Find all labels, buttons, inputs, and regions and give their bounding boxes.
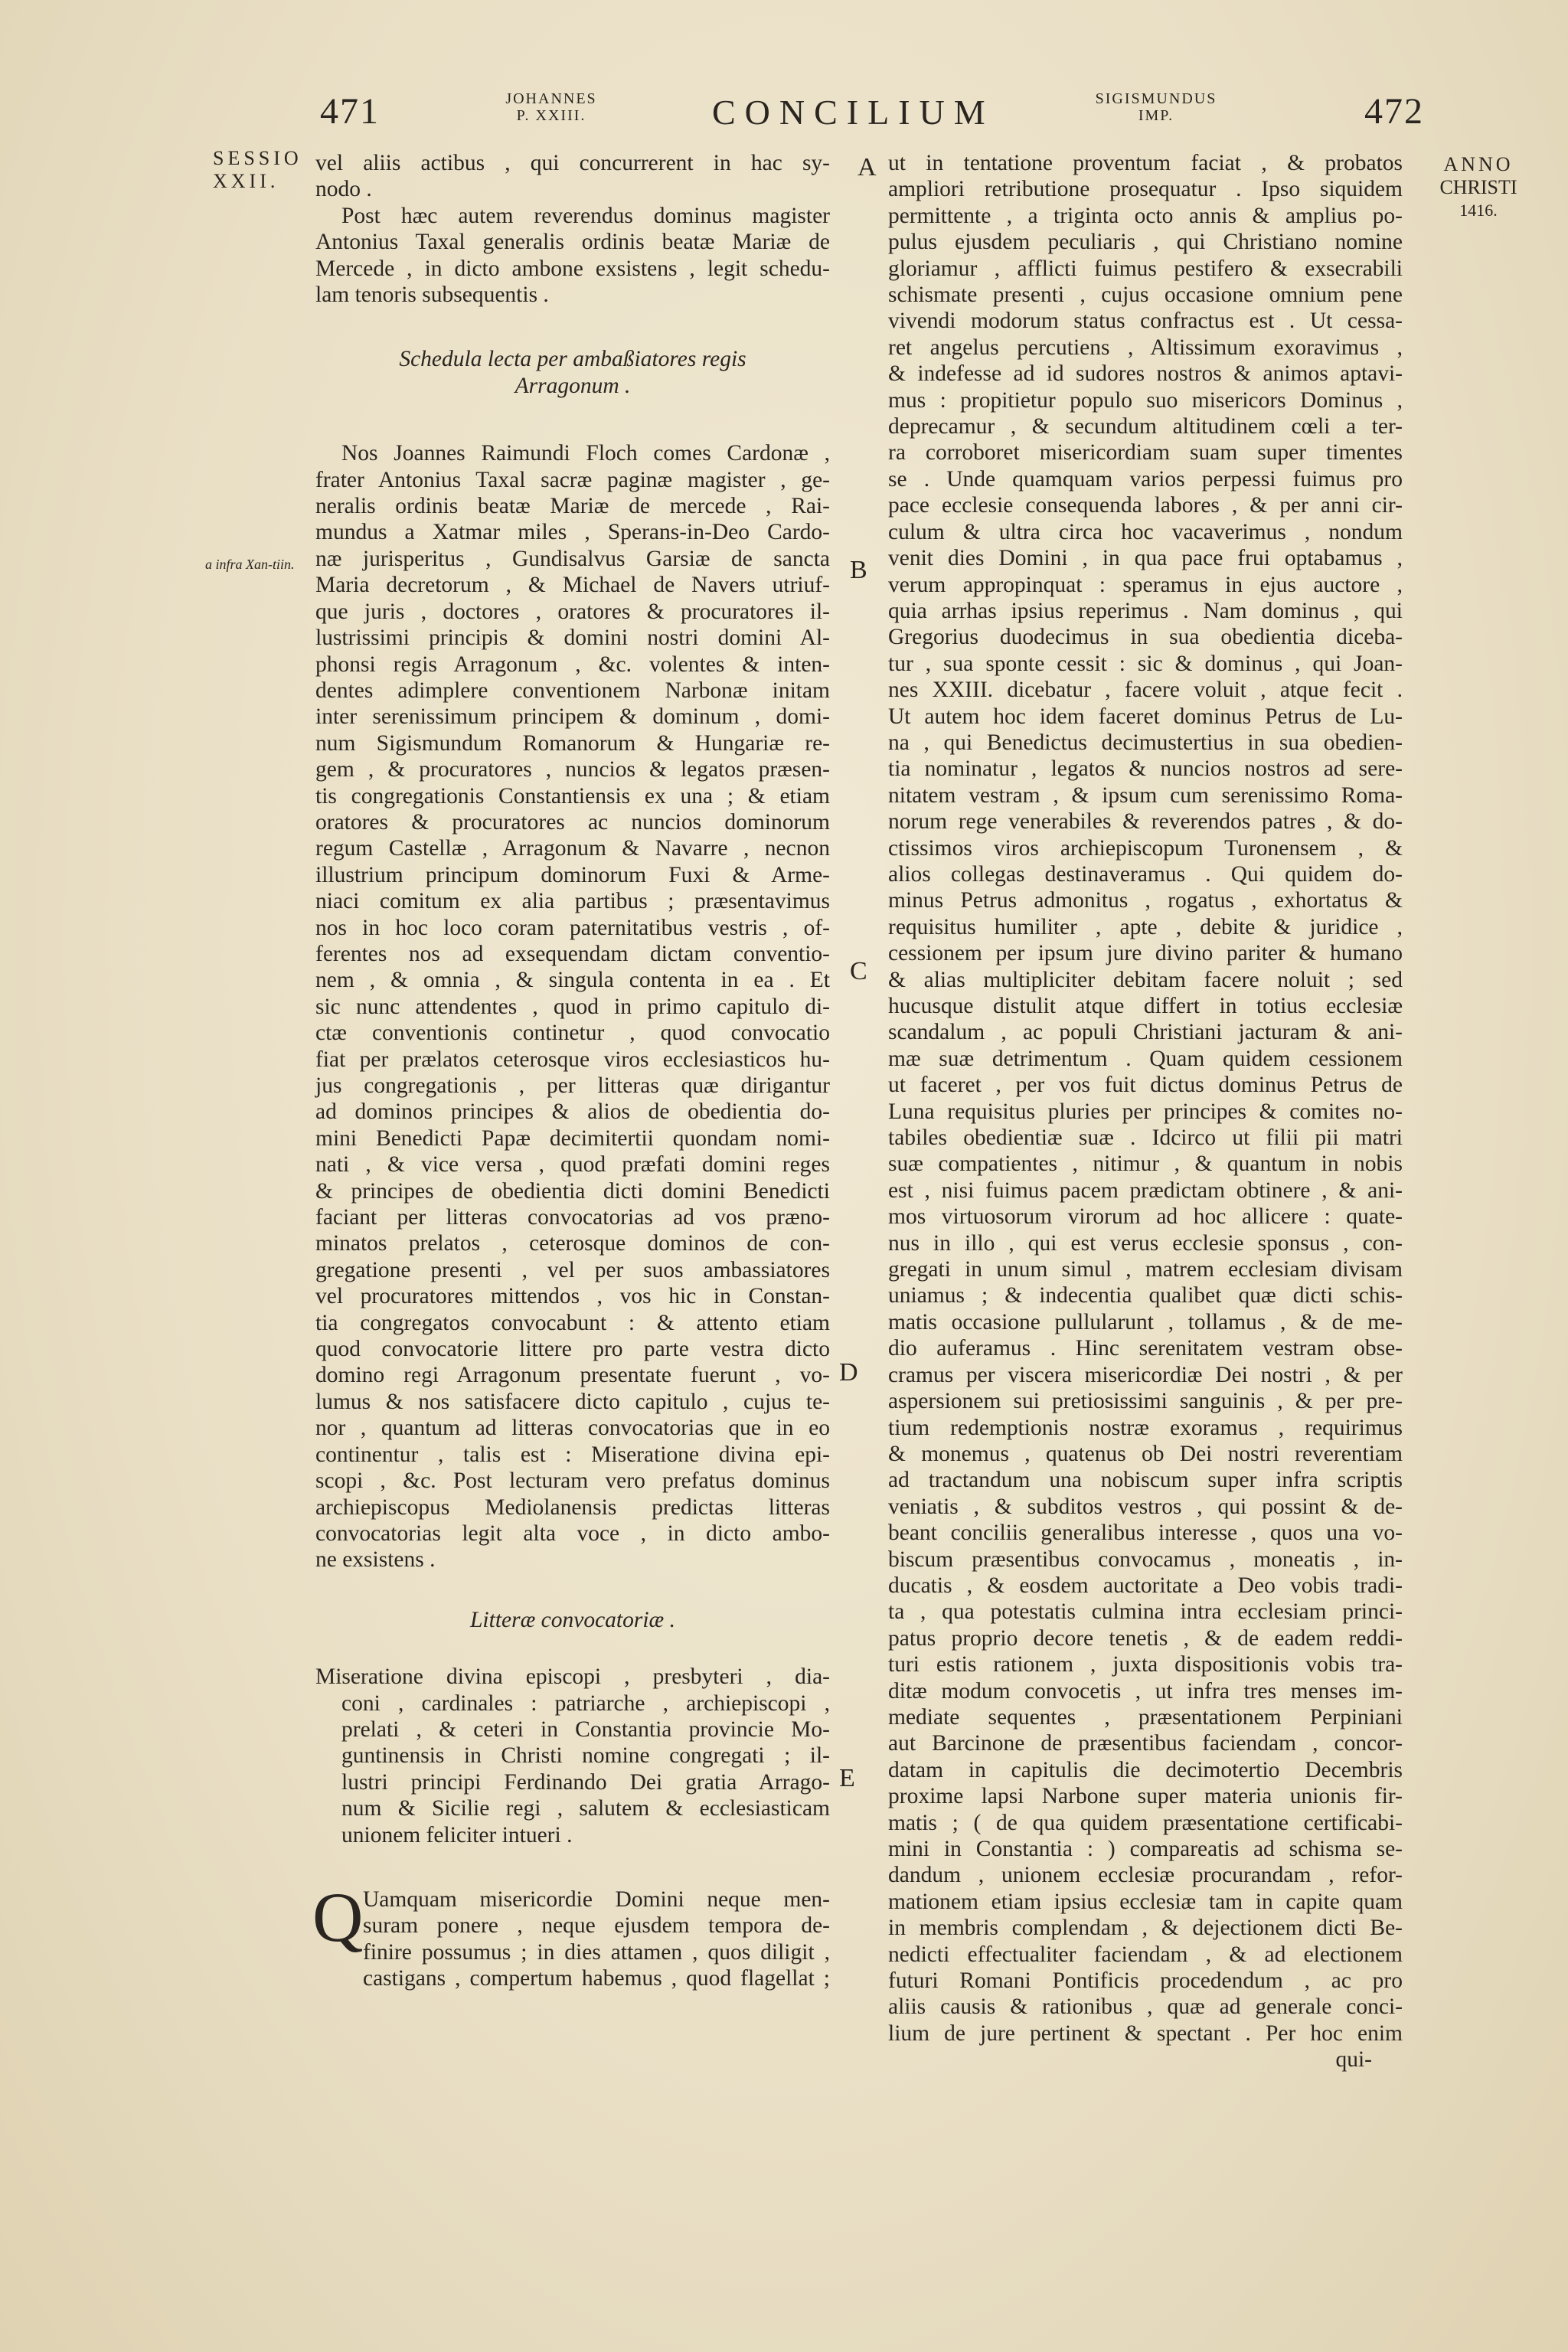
right-running-head: SIGISMUNDUS IMP.: [1095, 90, 1217, 124]
right-column: ut in tentatione proventum faciat , & probatos ampliori retributione prosequatur . Ipso siquidem permittente , a triginta octo annis & amplius po- pulus ejusdem peculiaris , qui Christiano nomine gloriamur , afflicti fuimus pestifero & exsecrabili schismate presenti , cujus occasione omnium pene vivendi modorum status confractus est . Ut cessa- ret angelus percutiens , Altissimum exoravimus , & indefesse ad id sudores nostros & animos aptavi- mus : propitietur populo suo misericors Dominus , deprecamur , & secundum altitudinem cœli a ter- ra corroboret misericordiam suam super timentes se . Unde quamquam varios perpessi fuimus pro pace ecclesie consequenda labores , & per anni cir- culum & ultra circa hoc vacaverimus , nondum venit dies Domini , in qua pace frui optabamus , verum appropinquat : speramus in ejus auctore , quia arrhas ipsius reperimus . Nam dominus , qui Gregorius duodecimus in sua obedientia diceba- tur , sua sponte cessit : sic & dominus , qui Joan- nes XXIII. dicebatur , facere voluit , atque fecit . Ut autem hoc idem faceret dominus Petrus de Lu- na , qui Benedictus decimustertius in sua obedien- tia nominatur , legatos & nuncios nostros ad sere- nitatem vestram , & ipsum cum serenissimo Roma- norum rege venerabiles & reverendos patres , & do- ctissimos viros archiepiscopum Turonensem , & alios collegas destinaveramus . Qui quidem do- minus Petrus admonitus , rogatus , exhortatus & requisitus humiliter , apte , debite & juridice , cessionem per ipsum jure divino pariter & humano & alias multipliciter debitam facere noluit ; sed hucusque distulit atque differt in totius ecclesiæ scandalum , ac populi Christiani jacturam & ani- mæ suæ detrimentum . Quam quidem cessionem ut faceret , per vos fuit dictus dominus Petrus de Luna requisitus pluries per principes & comites no- tabiles obedientiæ suæ . Idcirco ut filii pii matri suæ compatientes , nitimur , & quantum in nobis est , nisi fuimus pacem prædictam obtinere , & ani- mos virtuosorum virorum ad hoc allicere : quate- nus in illo , qui est verus ecclesie sponsus , con- gregati in unum simul , matrem ecclesiam divisam uniamus ; & indecentia qualibet quæ dicti schis- matis occasione pullularunt , tollamus , & de me- dio auferamus . Hinc serenitatem vestram obse- cramus per viscera misericordiæ Dei nostri , & per aspersionem sui pretiosissimi sanguinis , & per pre- tium redemptionis nostræ exoramus , requirimus & monemus , quatenus ob Dei nostri reverentiam ad tractandum una nobiscum super infra scriptis veniatis , & subditos vestros , qui possint & de- beant conciliis generalibus interesse , quos una vo- biscum præsentibus convocamus , moneatis , in- ducatis , & eosdem auctoritate a Deo vobis tradi- ta , qua potestatis culmina intra ecclesiam princi- patus proprio decore tenetis , & de eadem reddi- turi estis rationem , juxta dispositionis vobis tra- ditæ modum convocetis , ut infra tres menses im- mediate sequentes , præsentationem Perpiniani aut Barcinone de præsentibus faciendam , concor- datam in capitulis die decimotertio Decembris proxime lapsi Narbone super materia unionis fir- matis ; ( de qua quidem præsentatione certificabi- mini in Constantia : ) compareatis ad schisma se- dandum , unionem ecclesiæ procurandam , refor- mationem etiam ipsius ecclesiæ tam in capite quam in membris complendam , & dejectionem dicti Be- nedicti effectualiter faciendam , & ad electionem futuri Romani Pontificis procedendum , ac pro aliis causis & rationibus , quæ ad generale conci- lium de jure pertinent & spectant . Per hoc enim qui-: [888, 151, 1403, 2073]
drop-cap: Q: [312, 1877, 364, 1956]
section-letter-b: B: [850, 556, 867, 584]
paragraph-cont: Antonius Taxal generalis ordinis beatæ Mariæ de Mercede , in dicto ambone exsistens , legit schedu- lam tenoris subsequentis .: [315, 230, 830, 308]
paragraph: Post hæc autem reverendus dominus magister: [341, 203, 830, 228]
catchword: qui-: [1335, 2047, 1372, 2073]
section-heading-schedula: Schedula lecta per ambaßiatores regis Arragonum .: [399, 347, 746, 398]
intro-text: vel aliis actibus , qui concurrerent in hac sy- nodo .: [315, 151, 830, 202]
section-letter-c: C: [850, 957, 867, 985]
right-page-number: 472: [1364, 91, 1424, 132]
paragraph-litterae: Miseratione divina episcopi , presbyteri , dia- coni , cardinales : patriarche , archiepiscopi , prelati , & ceteri in Constantia provincie Mo- guntinensis in Christi nomine congregati ; il- lustri principi Ferdinando Dei gratia Arrago- num & Sicilie regi , salutem & ecclesiasticam unionem feliciter intueri .: [315, 1664, 830, 1847]
session-note: SESSIO XXII.: [213, 147, 302, 192]
left-page-number: 471: [320, 91, 380, 132]
section-heading-litterae: Litteræ convocatoriæ .: [470, 1607, 675, 1632]
left-column: [312, 150, 830, 1992]
page-title: CONCILIUM: [712, 93, 995, 132]
anno-christi-note: ANNO CHRISTI 1416.: [1439, 153, 1517, 220]
paragraph-quamquam: Q Uamquam misericordie Domini neque men- suram ponere , neque ejusdem tempora de- finire possumus ; in dies attamen , quos diligit , castigans , compertum habemus , quod flagellat ;: [312, 1877, 830, 1991]
section-letter-d: D: [839, 1358, 858, 1387]
section-letter-e: E: [839, 1764, 855, 1792]
left-running-head: JOHANNES P. XXIII.: [505, 90, 597, 124]
paragraph-schedula: Nos Joannes Raimundi Floch comes Cardonæ , frater Antonius Taxal sacræ paginæ magister , ge- neralis ordinis beatæ Mariæ de mercede , Rai- mundus a Xatmar miles , Sperans-in-Deo Cardo- næ jurisperitus , Gundisalvus Garsiæ de sancta Maria decretorum , & Michael de Navers utriuf- que juris , doctores , oratores & procuratores il- lustrissimi principis & domini nostri domini Al- phonsi regis Arragonum , &c. volentes & inten- dentes adimplere conventionem Narbonæ initam inter serenissimum principem & dominum , domi- num Sigismundum Romanorum & Hungariæ re- gem , & procuratores , nuncios & legatos præsen- tis congregationis Constantiensis ex una ; & etiam oratores & procuratores ac nuncios dominorum regum Castellæ , Arragonum & Navarre , necnon illustrium principum dominorum Fuxi & Arme- niaci comitum ex alia partibus ; præsentavimus nos in hoc loco coram paternitatibus vestris , of- ferentes nos ad exsequendam dictam conventio- nem , & omnia , & singula contenta in ea . Et sic nunc attendentes , quod in primo capitulo di- ctæ conventionis continetur , quod convocatio fiat per prælatos ceterosque viros ecclesiasticos hu- jus congregationis , per litteras quæ dirigantur ad dominos principes & alios de obedientia do- mini Benedicti Papæ decimitertii quondam nomi- nati , & vice versa , quod præfati domini reges & principes de obedientia dicti domini Benedicti faciant per litteras convocatorias ad vos præno- minatos prelatos , ceterosque dominos de con- gregatione presenti , vel per suos ambassiatores vel procuratores mittendos , vos hic in Constan- tia congregatos convocabunt : & attento etiam quod convocatorie littere pro parte vestra dicto domino regi Arragonum presentate fuerunt , vo- lumus & nos satisfacere dicto capitulo , cujus te- nor , quantum ad litteras convocatorias que in eo continentur , talis est : Miseratione divina epi- scopi , &c. Post lecturam vero prefatus dominus archiepiscopus Mediolanensis predictas litteras convocatorias legit alta voce , in dicto ambo- ne exsistens .: [315, 441, 830, 1573]
footnote-marker: a infra Xan-tiin.: [205, 557, 295, 572]
section-letter-a: A: [858, 153, 877, 181]
